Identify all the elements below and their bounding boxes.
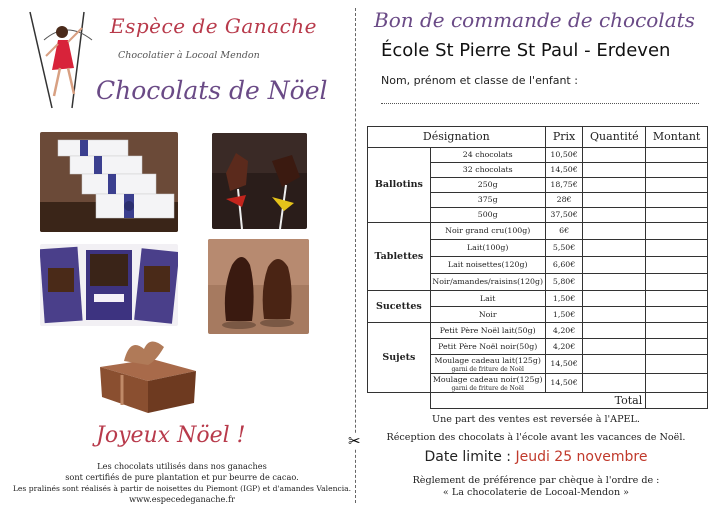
designation-cell — [430, 355, 545, 374]
photo-sucettes — [212, 133, 307, 229]
price-cell: 18,75€ — [545, 178, 583, 193]
designation-cell — [430, 307, 545, 323]
website-link[interactable]: www.especedeganache.fr — [129, 494, 235, 504]
amount-cell[interactable] — [646, 257, 708, 274]
photo-pere-noel — [208, 239, 309, 334]
designation-label: Moulage cadeau lait(125g) — [434, 356, 541, 365]
category-cell: Sucettes — [368, 291, 431, 323]
deadline-label: Date limite : — [424, 449, 516, 465]
brand-subtitle: Chocolatier à Locoal Mendon — [118, 50, 260, 61]
quantity-cell[interactable] — [583, 208, 646, 223]
brand-name: Espèce de Ganache — [110, 14, 318, 38]
quantity-cell[interactable] — [583, 307, 646, 323]
amount-cell[interactable] — [646, 240, 708, 257]
scissors-icon: ✂ — [348, 432, 361, 450]
child-name-field[interactable] — [381, 93, 699, 104]
price-cell: 5,80€ — [545, 274, 583, 291]
category-cell: Sujets — [368, 323, 431, 393]
price-cell: 6€ — [545, 223, 583, 240]
designation-cell — [430, 208, 545, 223]
designation-label: Noir — [478, 309, 497, 319]
quantity-cell[interactable] — [583, 148, 646, 163]
amount-cell[interactable] — [646, 223, 708, 240]
header-designation: Désignation — [368, 127, 546, 148]
quantity-cell[interactable] — [583, 323, 646, 339]
designation-cell — [430, 178, 545, 193]
apel-note: Une part des ventes est reversée à l'APEL. — [432, 414, 640, 425]
reception-note: Réception des chocolats à l'école avant les vacances de Noël. — [386, 432, 686, 443]
amount-cell[interactable] — [646, 339, 708, 355]
amount-cell[interactable] — [646, 291, 708, 307]
payment-note-2: « La chocolaterie de Locoal-Mendon » — [442, 487, 630, 498]
order-table — [367, 126, 708, 409]
table-row — [368, 223, 708, 240]
designation-label: Lait noisettes(120g) — [447, 260, 528, 269]
designation-cell — [430, 240, 545, 257]
designation-label: 24 chocolats — [462, 150, 513, 159]
designation-label: 500g — [477, 210, 498, 219]
child-name-label: Nom, prénom et classe de l'enfant : — [381, 74, 578, 87]
amount-cell[interactable] — [646, 208, 708, 223]
amount-cell[interactable] — [646, 178, 708, 193]
price-cell: 5,50€ — [545, 240, 583, 257]
price-cell: 6,60€ — [545, 257, 583, 274]
payment-note-1: Règlement de préférence par chèque à l'ordre de : — [412, 475, 660, 486]
designation-label: Noir/amandes/raisins(120g) — [432, 277, 544, 286]
amount-cell[interactable] — [646, 374, 708, 393]
school-name: École St Pierre St Paul - Erdeven — [381, 40, 671, 61]
header-montant: Montant — [646, 127, 708, 148]
designation-label: 32 chocolats — [462, 165, 513, 174]
designation-note: garni de friture de Noël — [451, 385, 524, 392]
deadline-value: Jeudi 25 novembre — [515, 449, 648, 465]
table-row — [368, 291, 708, 307]
cut-line — [355, 8, 356, 503]
designation-cell — [430, 223, 545, 240]
greeting: Joyeux Nöel ! — [96, 423, 246, 448]
designation-cell — [430, 274, 545, 291]
price-cell: 1,50€ — [545, 291, 583, 307]
quantity-cell[interactable] — [583, 240, 646, 257]
table-row — [368, 148, 708, 163]
photo-tablettes — [40, 244, 178, 326]
price-cell: 14,50€ — [545, 355, 583, 374]
designation-cell — [430, 257, 545, 274]
designation-label: 375g — [477, 195, 498, 204]
form-title: Bon de commande de chocolats — [374, 8, 695, 32]
quantity-cell[interactable] — [583, 274, 646, 291]
total-label: Total — [430, 393, 645, 409]
designation-cell — [430, 291, 545, 307]
designation-cell — [430, 148, 545, 163]
designation-note: garni de friture de Noël — [451, 366, 524, 373]
quantity-cell[interactable] — [583, 163, 646, 178]
amount-cell[interactable] — [646, 163, 708, 178]
designation-cell — [430, 323, 545, 339]
amount-cell[interactable] — [646, 307, 708, 323]
amount-cell[interactable] — [646, 193, 708, 208]
designation-label: Lait — [479, 293, 496, 303]
price-cell: 14,50€ — [545, 374, 583, 393]
table-row — [368, 323, 708, 339]
deadline — [366, 449, 706, 465]
category-cell: Tablettes — [368, 223, 431, 291]
header-prix: Prix — [545, 127, 583, 148]
quantity-cell[interactable] — [583, 291, 646, 307]
designation-label: Noir grand cru(100g) — [445, 226, 531, 235]
designation-label: Petit Père Noël lait(50g) — [439, 325, 536, 335]
designation-label: Moulage cadeau noir(125g) — [432, 375, 543, 384]
quantity-cell[interactable] — [583, 257, 646, 274]
price-cell: 28€ — [545, 193, 583, 208]
designation-cell — [430, 374, 545, 393]
footnote-line-1: Les chocolats utilisés dans nos ganaches — [97, 461, 267, 471]
amount-cell[interactable] — [646, 355, 708, 374]
photo-moulage-cadeau — [90, 331, 202, 415]
category-cell: Ballotins — [368, 148, 431, 223]
quantity-cell[interactable] — [583, 339, 646, 355]
quantity-cell[interactable] — [583, 193, 646, 208]
price-cell: 4,20€ — [545, 339, 583, 355]
designation-cell — [430, 339, 545, 355]
quantity-cell[interactable] — [583, 223, 646, 240]
photo-ballotins — [40, 132, 178, 232]
total-amount-cell[interactable] — [646, 393, 708, 409]
quantity-cell[interactable] — [583, 355, 646, 374]
total-spacer — [368, 393, 431, 409]
amount-cell[interactable] — [646, 274, 708, 291]
designation-cell — [430, 163, 545, 178]
designation-label: Petit Père Noël noir(50g) — [438, 341, 538, 351]
designation-cell — [430, 193, 545, 208]
amount-cell[interactable] — [646, 323, 708, 339]
designation-label: 250g — [477, 180, 498, 189]
brand-title: Chocolats de Nöel — [96, 76, 328, 105]
price-cell: 14,50€ — [545, 163, 583, 178]
footnote-line-2: sont certifiés de pure plantation et pur beurre de cacao. — [65, 472, 299, 482]
footnote-line-3: Les pralinés sont réalisés à partir de noisettes du Piemont (IGP) et d'amandes Valencia. — [12, 484, 352, 493]
total-row — [368, 393, 708, 409]
price-cell: 1,50€ — [545, 307, 583, 323]
quantity-cell[interactable] — [583, 374, 646, 393]
quantity-cell[interactable] — [583, 178, 646, 193]
logo-dancer — [22, 10, 104, 110]
price-cell: 37,50€ — [545, 208, 583, 223]
designation-label: Lait(100g) — [467, 243, 509, 252]
price-cell: 4,20€ — [545, 323, 583, 339]
header-quantite: Quantité — [583, 127, 646, 148]
amount-cell[interactable] — [646, 148, 708, 163]
table-header-row — [368, 127, 708, 148]
price-cell: 10,50€ — [545, 148, 583, 163]
